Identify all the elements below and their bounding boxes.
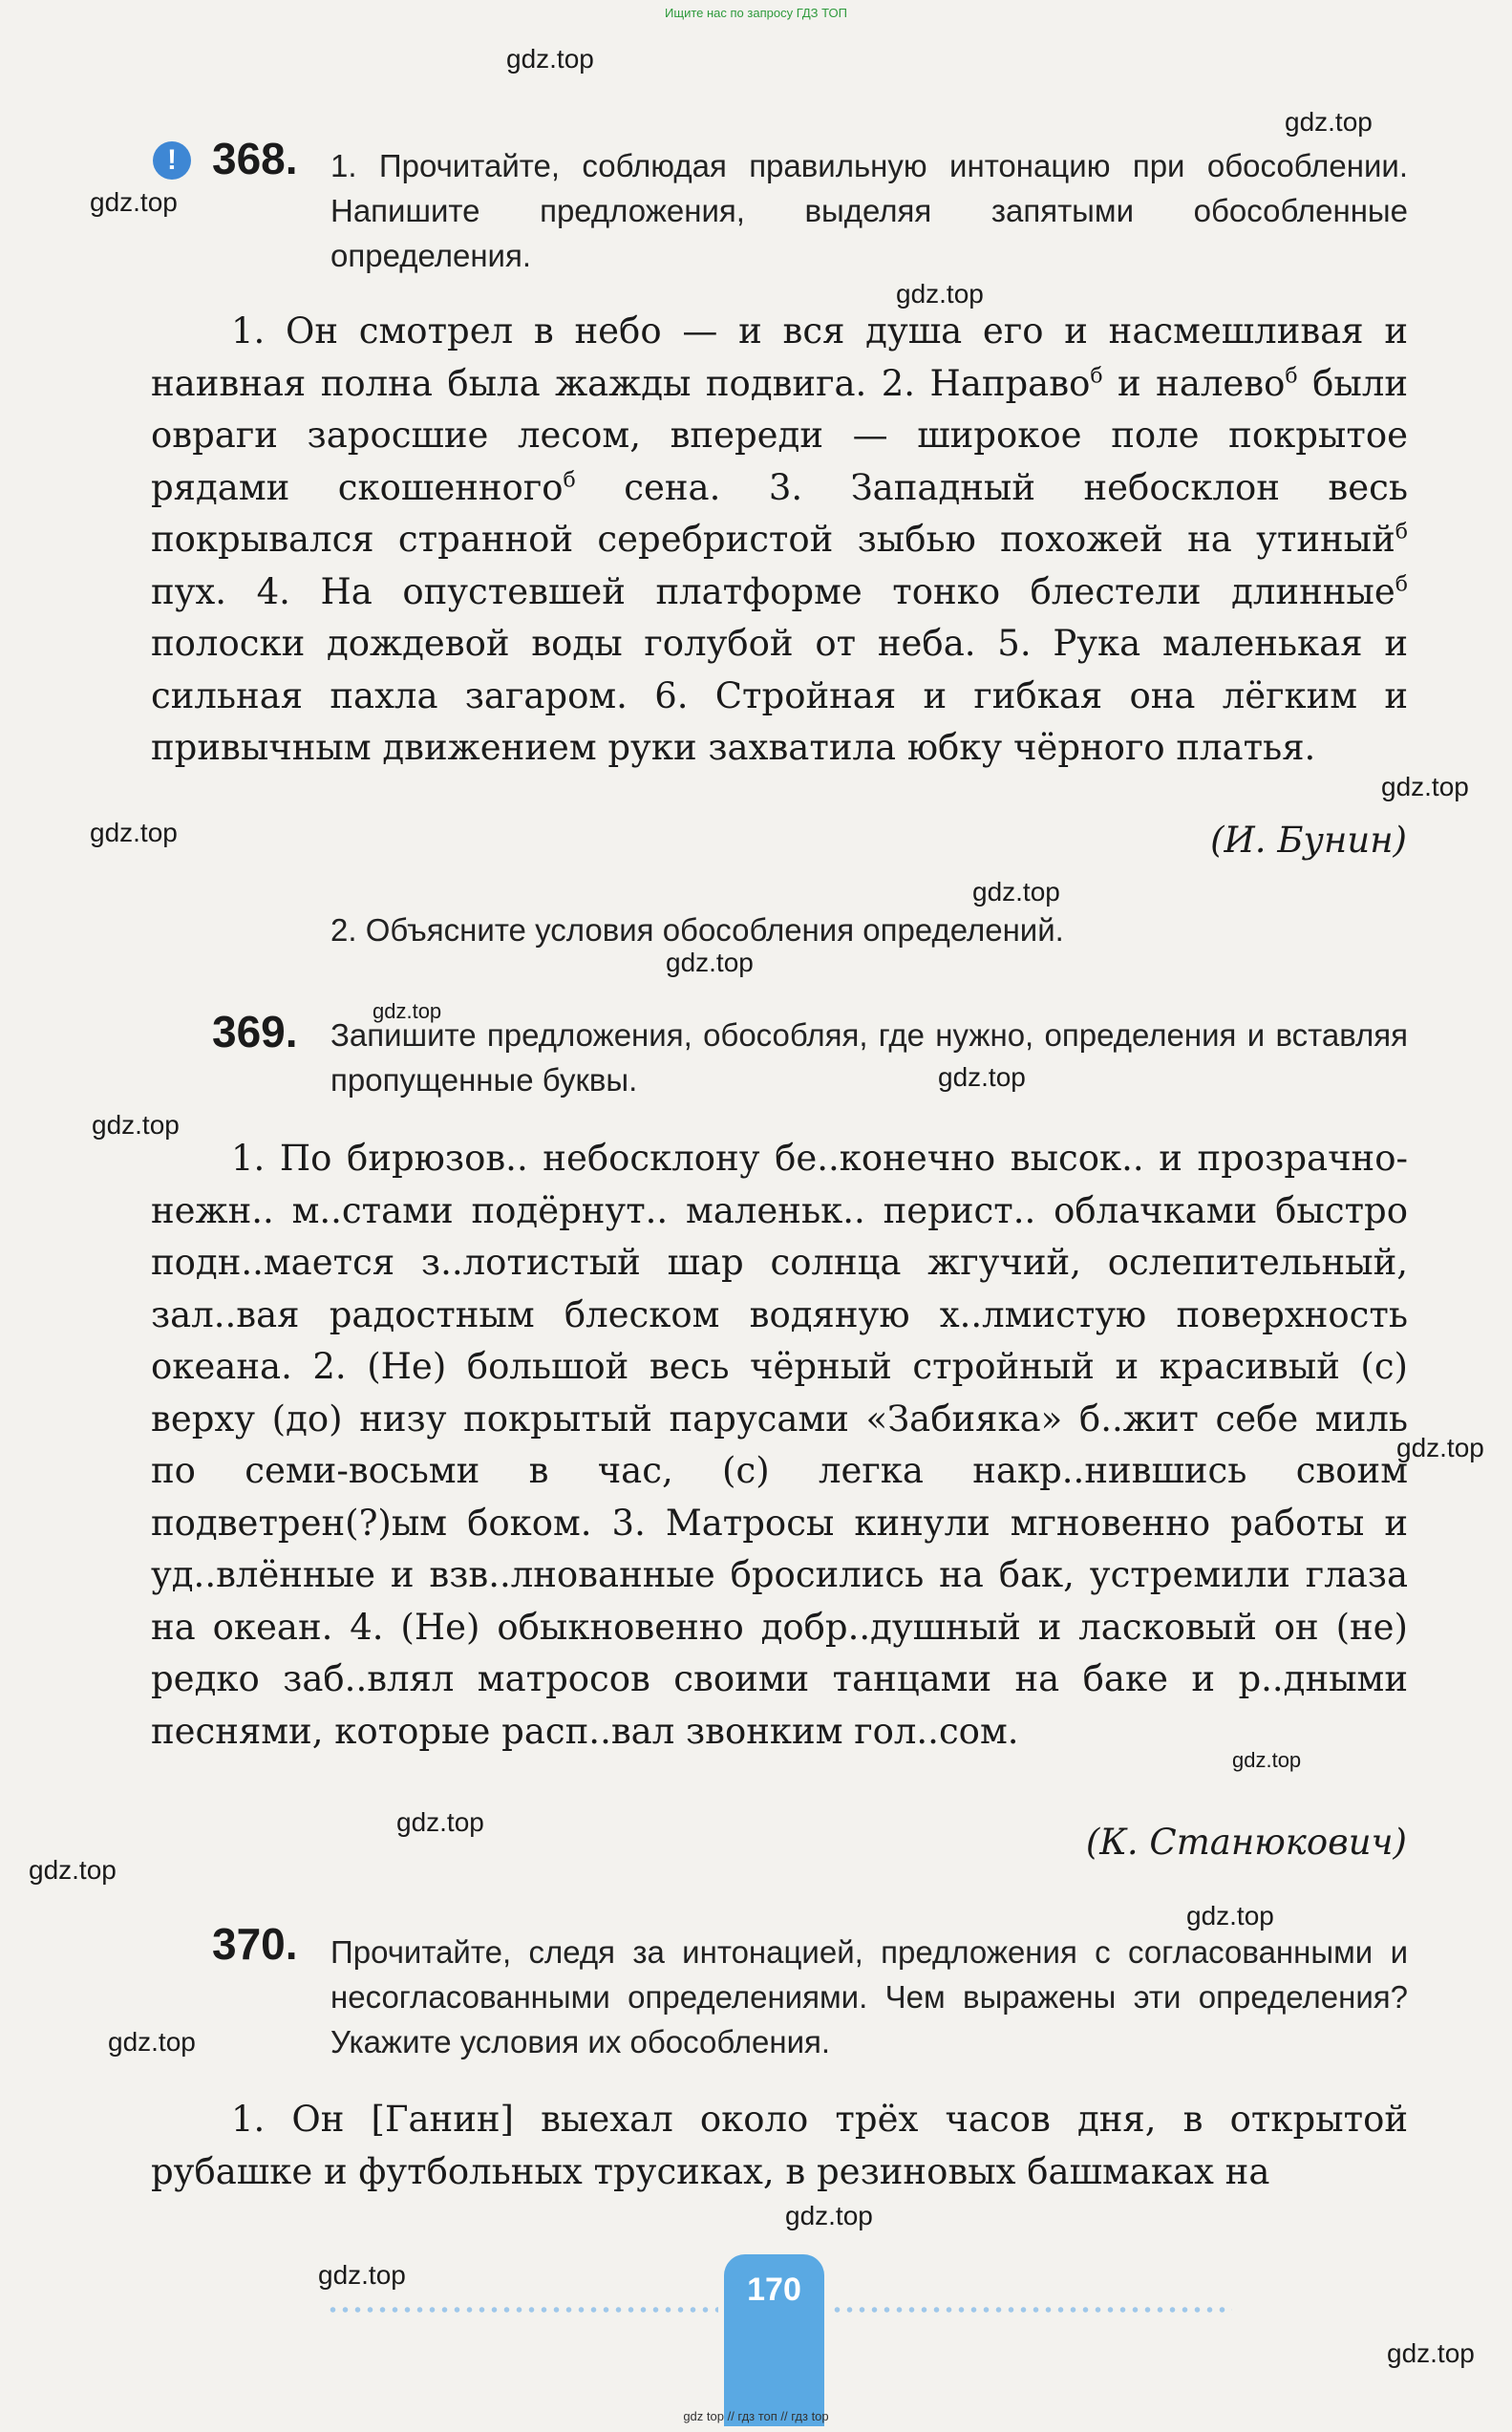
bottom-banner[interactable]: gdz top // гдз топ // гдз top [683, 2409, 829, 2423]
watermark[interactable]: gdz.top [1232, 1748, 1302, 1772]
footnote-marker: б [563, 468, 576, 493]
exercise-369-author: (К. Станюкович) [1085, 1822, 1407, 1863]
watermark[interactable]: gdz.top [1387, 2338, 1475, 2368]
exercise-369-number: 369. [212, 1007, 298, 1056]
page-number: 170 [747, 2272, 801, 2308]
exercise-368-task-2: 2. Объясните условия обособления определений. [330, 912, 1064, 948]
watermark[interactable]: gdz.top [1381, 772, 1469, 801]
exercise-368-text [151, 306, 1408, 775]
exercise-368-author: (И. Бунин) [1210, 820, 1407, 861]
exercise-370-text: 1. Он [Ганин] выехал около трёх часов дня, в открытой рубашке и футбольных трусиках, в резиновых башмаках на [151, 2099, 1408, 2192]
watermark[interactable]: gdz.top [1186, 1901, 1274, 1931]
watermark[interactable]: gdz.top [29, 1855, 117, 1885]
footer-dots-right [831, 2307, 1232, 2313]
exercise-368-number: 368. [212, 134, 298, 183]
text-segment: 1. Он смотрел в небо — и вся душа его и насмешливая и наивная полна была жажды подвига. 2. Направо [151, 310, 1408, 404]
watermark[interactable]: gdz.top [90, 818, 178, 847]
watermark[interactable]: gdz.top [972, 877, 1060, 907]
watermark[interactable]: gdz.top [318, 2260, 406, 2290]
footer-dots-left [327, 2307, 718, 2313]
watermark[interactable]: gdz.top [1285, 107, 1373, 137]
watermark[interactable]: gdz.top [666, 948, 754, 977]
watermark[interactable]: gdz.top [108, 2027, 196, 2057]
top-banner[interactable]: Ищите нас по запросу ГДЗ ТОП [665, 6, 847, 20]
exercise-369-task: Запишите предложения, обособляя, где нужно, определения и вставляя пропущенные буквы. [330, 1017, 1408, 1098]
footnote-marker: б [1285, 364, 1298, 389]
watermark[interactable]: gdz.top [506, 44, 594, 74]
watermark[interactable]: gdz.top [938, 1062, 1026, 1092]
footnote-marker: б [1395, 520, 1408, 544]
text-segment: сена. 3. Западный небосклон весь покрывался странной серебристой зыбью похожей на утиный [151, 466, 1408, 560]
watermark[interactable]: gdz.top [396, 1807, 484, 1837]
watermark[interactable]: gdz.top [373, 999, 442, 1023]
watermark[interactable]: gdz.top [896, 279, 984, 309]
watermark[interactable]: gdz.top [1396, 1433, 1484, 1462]
text-segment: были овраги заросшие лесом, впереди — широкое поле покрытое рядами скошенного [151, 362, 1408, 508]
text-segment: и налево [1102, 362, 1286, 404]
footnote-marker: б [1395, 572, 1408, 597]
exercise-368-task-1: 1. Прочитайте, соблюдая правильную интонацию при обособлении. Напишите предложения, выделяя запятыми обособленные определения. [330, 148, 1408, 273]
watermark[interactable]: gdz.top [92, 1110, 180, 1140]
footnote-marker: б [1090, 364, 1103, 389]
text-segment: пух. 4. На опустевшей платформе тонко блестели длинные [151, 570, 1395, 612]
exercise-370-task: Прочитайте, следя за интонацией, предложения с согласованными и несогласованными определениями. Чем выражены эти определения? Укажите условия их обособления. [330, 1934, 1408, 2059]
watermark[interactable]: gdz.top [90, 187, 178, 217]
exercise-369-text: 1. По бирюзов.. небосклону бе..конечно высок.. и прозрачно-нежн.. м..стами подёрнут.. маленьк.. перист.. облачками быстро подн..мается з..лотистый шар солнца жгучий, ослепительный, зал..вая радостным блеском водяную х..лмистую поверхность океана. 2. (Не) большой весь чёрный стройный и красивый (с) верху (до) низу покрытый парусами «Забияка» б..жит себе миль по семи-восьми в час, (с) легка накр..нившись своим подветрен(?)ым боком. 3. Матросы кинули мгновенно работы и уд..влённые и взв..лнованные бросились на бак, устремили глаза на океан. 4. (Не) обыкновенно добр..душный и ласковый он (не) редко заб..влял матросов своими танцами на баке и р..дными песнями, которые расп..вал звонким гол..сом. [151, 1138, 1408, 1752]
exclamation-icon: ! [153, 141, 191, 180]
exercise-370-number: 370. [212, 1919, 298, 1969]
watermark[interactable]: gdz.top [785, 2201, 873, 2230]
text-segment: полоски дождевой воды голубой от неба. 5. Рука маленькая и сильная пахла загаром. 6. Стройная и гибкая она лёгким и привычным движением руки захватила юбку чёрного платья. [151, 623, 1408, 768]
